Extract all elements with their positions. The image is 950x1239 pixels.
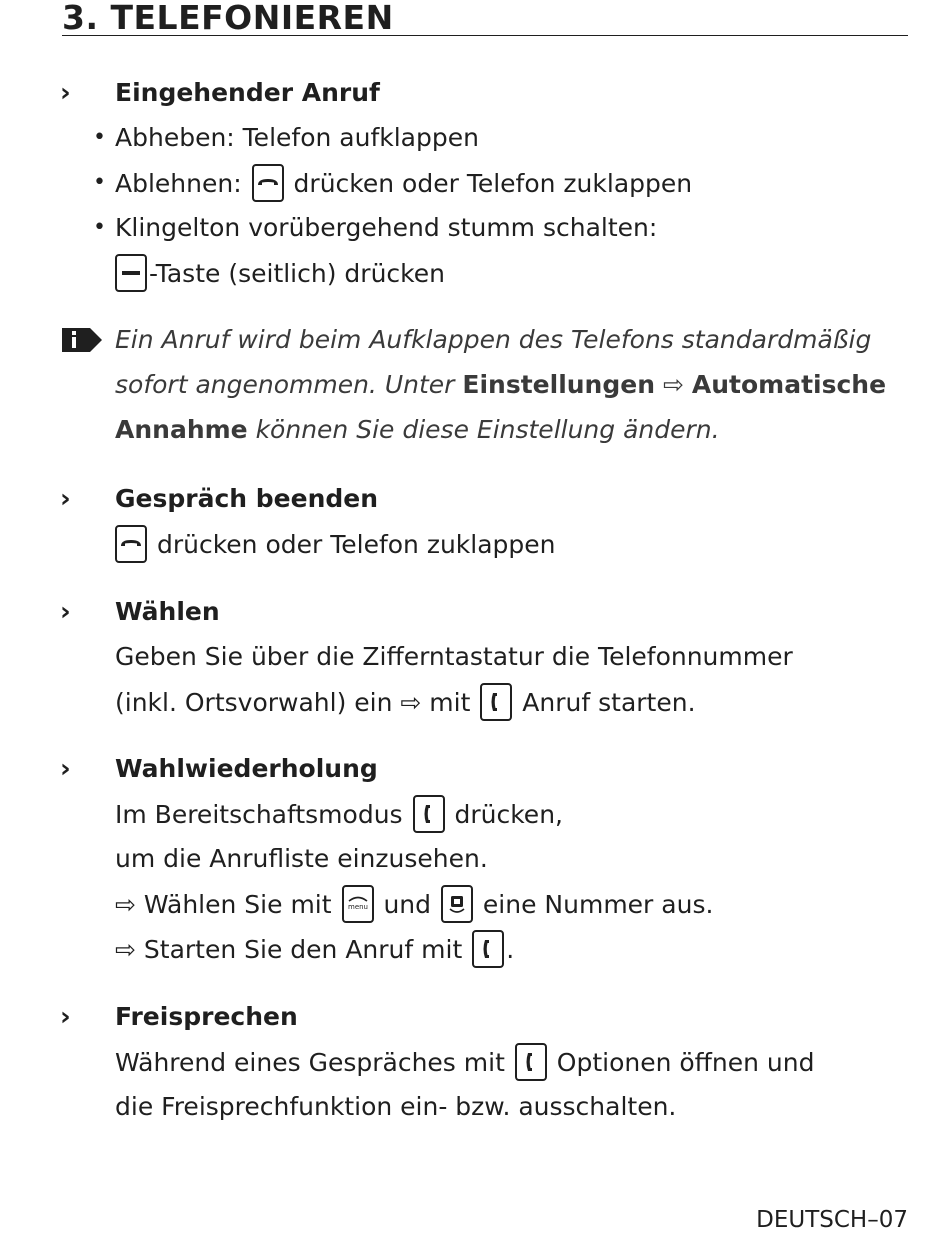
chevron-icon: ›: [60, 78, 71, 108]
reject-label: Ablehnen:: [115, 169, 242, 198]
hangup-key-icon: [252, 164, 284, 202]
bullet-icon: •: [93, 170, 106, 195]
bullet-icon: •: [93, 125, 106, 150]
arrow-icon: ⇨: [662, 370, 684, 399]
page-footer: DEUTSCH–07: [756, 1207, 908, 1233]
info-line-2: [115, 368, 886, 402]
end-call-text-line: [115, 527, 556, 565]
handsfree-line-1: [115, 1045, 814, 1083]
bullet-icon: •: [93, 215, 106, 240]
incoming-item-mute-cont: [115, 256, 445, 294]
redial-text: Im Bereitschaftsmodus: [115, 800, 403, 829]
dial-text: Anruf starten.: [522, 688, 696, 717]
call-key-icon: [472, 930, 504, 968]
mute-text: -Taste (seitlich) drücken: [149, 259, 445, 288]
handsfree-line-2: die Freisprechfunktion ein- bzw. ausschalten.: [115, 1092, 677, 1121]
incoming-item-mute: Klingelton vorübergehend stumm schalten:: [115, 213, 658, 242]
auto-answer-label-cont: Annahme: [115, 415, 248, 444]
info-line-3: [115, 413, 720, 447]
info-line-1: Ein Anruf wird beim Aufklappen des Telefons standardmäßig: [115, 325, 872, 354]
handsfree-heading: Freisprechen: [115, 1002, 298, 1031]
title-underline: [62, 35, 908, 36]
handsfree-text: Während eines Gespräches mit: [115, 1048, 505, 1077]
auto-answer-label: Automatische: [691, 370, 887, 399]
call-key-icon: [480, 683, 512, 721]
incoming-heading: Eingehender Anruf: [115, 78, 380, 107]
minus-key-icon: [115, 254, 147, 292]
end-call-heading: Gespräch beenden: [115, 484, 379, 513]
info-text: können Sie diese Einstellung ändern.: [247, 415, 720, 444]
menu-key-icon: [342, 885, 374, 923]
redial-text: eine Nummer aus.: [482, 890, 714, 919]
call-key-icon: [413, 795, 445, 833]
settings-label: Einstellungen: [462, 370, 656, 399]
redial-line-4: [115, 932, 514, 970]
redial-heading: Wahlwiederholung: [115, 754, 378, 783]
call-key-icon: [515, 1043, 547, 1081]
chevron-icon: ›: [60, 754, 71, 784]
incoming-item-answer: Abheben: Telefon aufklappen: [115, 123, 479, 152]
section-title: 3. TELEFONIEREN: [62, 0, 394, 37]
redial-text: und: [383, 890, 432, 919]
redial-line-2: um die Anrufliste einzusehen.: [115, 844, 488, 873]
redial-text: .: [506, 935, 515, 964]
redial-line-3: [115, 887, 713, 925]
dial-text: (inkl. Ortsvorwahl) ein ⇨ mit: [115, 688, 471, 717]
chevron-icon: ›: [60, 597, 71, 627]
end-call-text: drücken oder Telefon zuklappen: [156, 530, 556, 559]
phonebook-key-icon: [441, 885, 473, 923]
info-icon: [62, 328, 102, 352]
chevron-icon: ›: [60, 484, 71, 514]
info-text: sofort angenommen. Unter: [115, 370, 463, 399]
redial-text: ⇨ Starten Sie den Anruf mit: [115, 935, 463, 964]
chevron-icon: ›: [60, 1002, 71, 1032]
dial-line-2: [115, 685, 696, 723]
hangup-key-icon: [115, 525, 147, 563]
redial-text: drücken,: [454, 800, 563, 829]
reject-text: drücken oder Telefon zuklappen: [293, 169, 693, 198]
dial-line-1: Geben Sie über die Zifferntastatur die Telefonnummer: [115, 642, 793, 671]
incoming-item-reject: [115, 166, 692, 204]
redial-line-1: [115, 797, 563, 835]
svg-text:menu: menu: [347, 903, 368, 911]
handsfree-text: Optionen öffnen und: [556, 1048, 815, 1077]
redial-text: ⇨ Wählen Sie mit: [115, 890, 332, 919]
dial-heading: Wählen: [115, 597, 220, 626]
